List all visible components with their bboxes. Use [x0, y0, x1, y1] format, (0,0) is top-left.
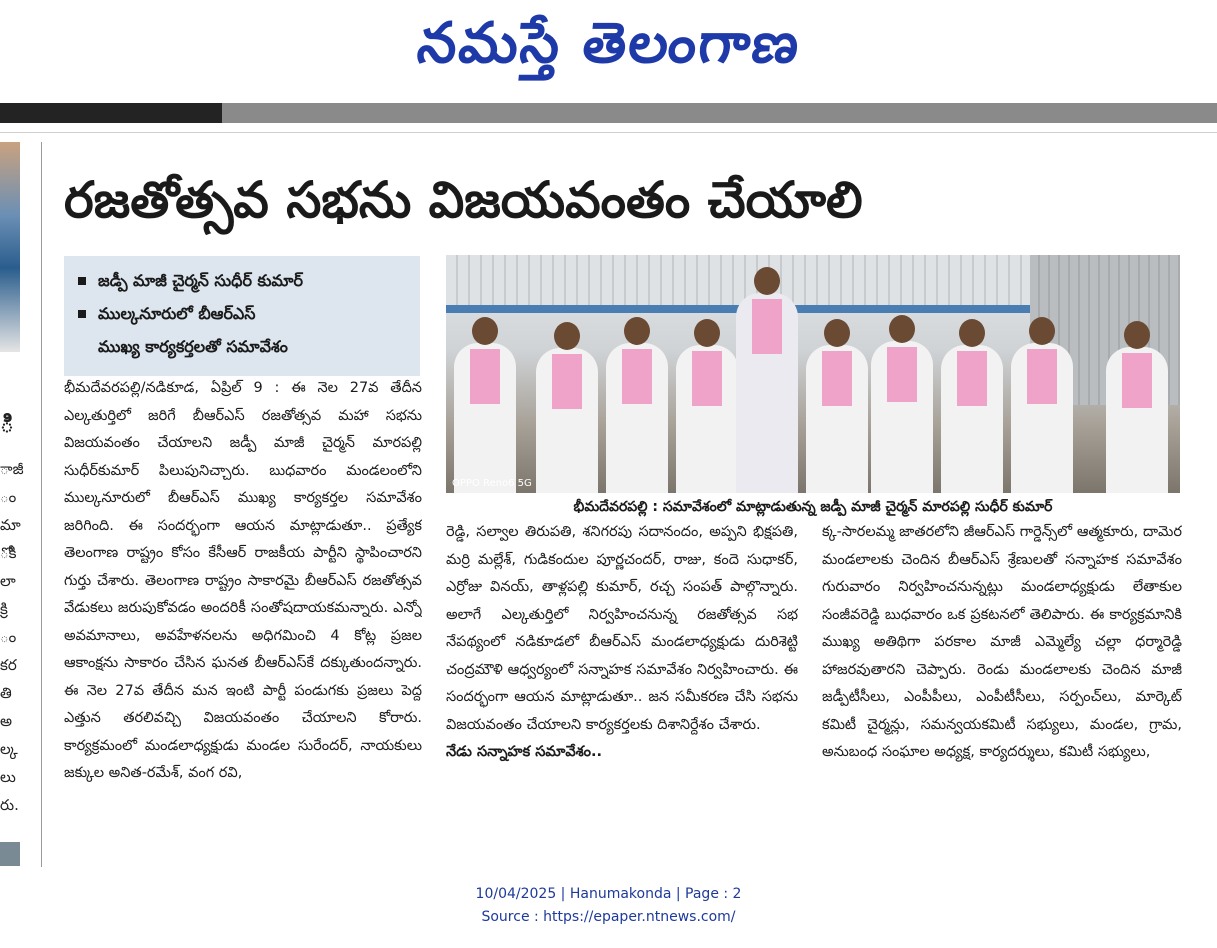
adjacent-text: ోకి	[0, 544, 17, 562]
article-photo	[446, 255, 1180, 493]
bullet-square-icon	[78, 310, 86, 318]
camera-watermark: OPPO Reno6 5G	[452, 478, 532, 489]
adjacent-text: క్రి	[0, 600, 8, 618]
adjacent-text: ల్క	[0, 740, 18, 758]
photo-person	[536, 348, 598, 493]
article-paragraph: భీమదేవరపల్లి/నడికూడ, ఏప్రిల్ 9 : ఈ నెల 27వ తేదీన ఎల్కతుర్తిలో జరిగే బీఆర్ఎస్ రజతోత్సవ మహా సభను విజయవంతం చేయాలని జడ్పీ మాజీ చైర్మన్ మారపల్లి సుధీర్‌కుమార్ పిలుపునిచ్చారు. బుధవారం మండలంలోని ముల్కనూరులో బీఆర్ఎస్ ముఖ్య కార్యకర్తల సమావేశం జరిగింది. ఈ సందర్భంగా ఆయన మాట్లాడుతూ.. ప్రత్యేక తెలంగాణ రాష్ట్రం కోసం కేసీఆర్ రాజకీయ పార్టీని స్థాపించారని గుర్తు చేశారు. తెలంగాణ రాష్ట్రం సాకారమై బీఆర్ఎస్ రజతోత్సవ వేడుకలు జరుపుకోవడం అందరికీ సంతోషదాయకమన్నారు. ఎన్నో అవమానాలు, అవహేళనలను అధిగమించి 4 కోట్ల ప్రజల ఆకాంక్షను సాకారం చేసిన ఘనత బీఆర్ఎస్‌కే దక్కుతుందన్నారు. ఈ నెల 27వ తేదీన మన ఇంటి పార్టీ పండుగకు ప్రజలు పెద్ద ఎత్తున తరలివచ్చి విజయవంతం చేయాలని కోరారు. కార్యక్రమంలో మండలాధ్యక్షుడు మండల సురేందర్, నాయకులు జక్కుల అనిత-రమేశ్, వంగ రవి,	[64, 380, 422, 781]
column-rule	[41, 142, 42, 867]
highlight-text-continued: ముఖ్య కార్యకర్తలతో సమావేశం	[98, 337, 288, 356]
band-grey-segment	[222, 103, 1217, 123]
article-column-3	[822, 519, 1182, 867]
photo-caption: భీమదేవరపల్లి : సమావేశంలో మాట్లాడుతున్న జడ్పీ మాజీ చైర్మన్ మారపల్లి సుధీర్ కుమార్	[573, 499, 1053, 515]
masthead	[0, 0, 1217, 100]
highlight-text: ముల్కనూరులో బీఆర్ఎస్	[98, 304, 256, 323]
highlight-text: జడ్పీ మాజీ చైర్మన్ సుధీర్ కుమార్	[98, 271, 303, 290]
adjacent-photo-bottom	[0, 842, 20, 866]
bullet-square-icon	[78, 277, 86, 285]
photo-person	[606, 343, 668, 493]
adjacent-text: ాజీ	[0, 460, 24, 478]
photo-person	[806, 345, 868, 493]
adjacent-text: ం	[0, 488, 17, 506]
photo-person	[676, 345, 738, 493]
article-column-1	[64, 375, 422, 867]
photo-person	[1106, 347, 1168, 493]
adjacent-text: కర	[0, 656, 17, 674]
highlight-item	[74, 297, 410, 330]
adjacent-article-strip	[0, 138, 40, 868]
masthead-band	[0, 103, 1217, 123]
source-link[interactable]: Source : https://epaper.ntnews.com/	[481, 909, 736, 925]
adjacent-photo	[0, 142, 20, 352]
adjacent-text: లా	[0, 572, 16, 590]
article-paragraph: క్క-సారలమ్మ జాతరలోని జీఆర్ఎస్ గార్డెన్స్‌లో ఆత్మకూరు, దామెర మండలాలకు చెందిన బీఆర్ఎస్ శ్రేణులతో సన్నాహక సమావేశం గురువారం నిర్వహించనున్నట్లు మండలాధ్యక్షుడు లేతాకుల సంజీవరెడ్డి బుధవారం ఒక ప్రకటనలో తెలిపారు. ఈ కార్యక్రమానికి ముఖ్య అతిథిగా పరకాల మాజీ ఎమ్మెల్యే చల్లా ధర్మారెడ్డి హాజరవుతారని చెప్పారు. రెండు మండలాలకు చెందిన మాజీ జడ్పీటీసీలు, ఎంపీపీలు, ఎంపీటీసీలు, సర్పంచ్‌లు, మార్కెట్ కమిటీ చైర్మన్లు, సమన్వయకమిటీ సభ్యులు, మండల, గ్రామ, అనుబంధ సంఘాల అధ్యక్ష, కార్యదర్శులు, కమిటీ సభ్యులు,	[822, 524, 1182, 760]
newspaper-logo: నమస్తే తెలంగాణ	[414, 10, 805, 76]
article-paragraph: రెడ్డి, సల్వాల తిరుపతి, శనిగరపు సదానందం, అప్పని భిక్షపతి, మర్రి మల్లేశ్, గుడికందుల పూర్ణచందర్, రాజు, కందె సుధాకర్, ఎర్రోజు వినయ్, తాళ్లపల్లి కుమార్, రచ్చ సంపత్ పాల్గొన్నారు. అలాగే ఎల్కతుర్తిలో నిర్వహించనున్న రజతోత్సవ సభ నేపథ్యంలో నడికూడలో బీఆర్ఎస్ మండలాధ్యక్షుడు దురిశెట్టి చంద్రమౌళి ఆధ్వర్యంలో సన్నాహక సమావేశం నిర్వహించారు. ఈ సందర్భంగా ఆయన మాట్లాడుతూ.. జన సమీకరణ చేసి సభను విజయవంతం చేయాలని కార్యకర్తలకు దిశానిర్దేశం చేశారు.	[446, 524, 798, 733]
adjacent-text: లు	[0, 768, 16, 786]
article-headline: రజతోత్సవ సభను విజయవంతం చేయాలి	[64, 171, 863, 229]
highlights-box	[64, 256, 420, 376]
adjacent-text: ం	[0, 628, 17, 646]
band-dark-segment	[0, 103, 222, 123]
highlight-item	[74, 264, 410, 297]
photo-person	[941, 345, 1003, 493]
adjacent-text: రు.	[0, 796, 19, 814]
photo-person	[871, 341, 933, 493]
photo-person	[454, 343, 516, 493]
divider	[0, 132, 1217, 133]
adjacent-text: తి	[0, 684, 12, 702]
photo-person	[1011, 343, 1073, 493]
adjacent-text: ి	[0, 410, 14, 438]
article-column-2	[446, 519, 798, 867]
adjacent-text: మా	[0, 516, 21, 534]
adjacent-text: అ	[0, 712, 13, 730]
page-info: 10/04/2025 | Hanumakonda | Page : 2	[475, 886, 742, 902]
section-subhead: నేడు సన్నాహక సమావేశం..	[446, 744, 603, 760]
photo-speaker	[736, 293, 798, 493]
